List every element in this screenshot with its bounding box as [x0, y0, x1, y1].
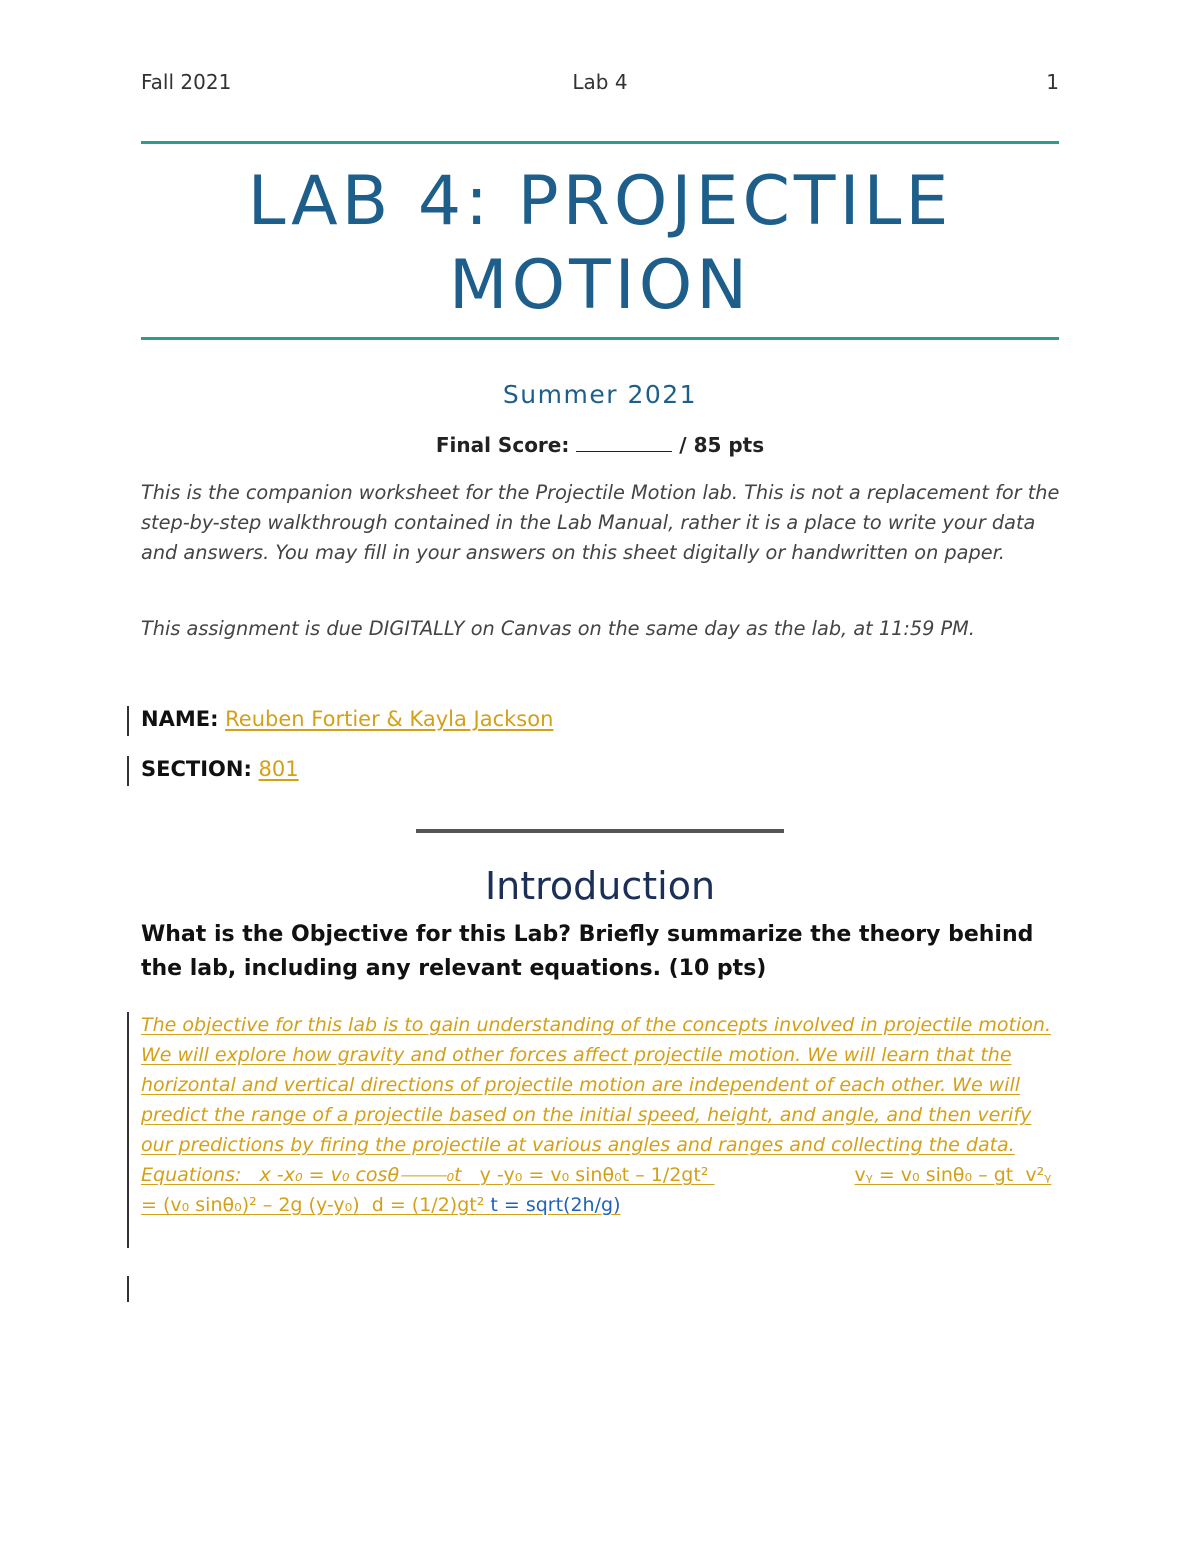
objective-answer[interactable] — [141, 1010, 1056, 1220]
page-title — [141, 160, 1059, 328]
section-divider — [416, 829, 784, 833]
equation-velocity-squared: v²ᵧ = (v₀ sinθ₀)² – 2g (y-y₀) — [141, 1164, 1052, 1216]
final-score-label: Final Score: — [435, 433, 570, 457]
title-line-1: LAB 4: PROJECTILE — [247, 162, 953, 241]
equation-vertical-position: y -y₀ = v₀ sinθ₀t – 1/2gt² — [479, 1164, 709, 1186]
equation-drop-distance: d = (1/2)gt² — [371, 1194, 485, 1216]
final-score — [0, 433, 1200, 457]
change-bar — [127, 756, 129, 786]
name-field — [141, 707, 553, 731]
title-line-2: MOTION — [448, 246, 752, 325]
header-center: Lab 4 — [572, 70, 628, 94]
description-paragraph-1: This is the companion worksheet for the Projectile Motion lab. This is not a replacement for the step-by-step walkthrough contained in the Lab Manual, rather it is a place to write your data and answers. You may fill in your answers on this sheet digitally or handwritten on paper. — [141, 481, 1060, 564]
description-paragraph-2: This assignment is due DIGITALLY on Canvas on the same day as the lab, at 11:59 PM. — [141, 617, 975, 640]
term-subtitle: Summer 2021 — [502, 380, 698, 409]
section-value[interactable]: 801 — [258, 757, 299, 781]
section-field — [141, 757, 299, 781]
equation-vertical-velocity: vᵧ = v₀ sinθ₀ – gt — [854, 1164, 1014, 1186]
name-label: NAME: — [141, 707, 219, 731]
name-value[interactable]: Reuben Fortier & Kayla Jackson — [225, 707, 554, 731]
change-bar — [127, 706, 129, 736]
final-score-suffix: / 85 pts — [679, 433, 765, 457]
objective-question: What is the Objective for this Lab? Briefly summarize the theory behind the lab, including any relevant equations. (10 pts) — [141, 922, 1034, 981]
page-number: 1 — [1046, 70, 1059, 94]
introduction-heading: Introduction — [484, 864, 716, 908]
final-score-blank[interactable] — [576, 433, 672, 452]
equation-fall-time: t = sqrt(2h/g) — [490, 1194, 621, 1216]
section-label: SECTION: — [141, 757, 252, 781]
title-bottom-rule — [141, 337, 1059, 340]
header-left: Fall 2021 — [141, 70, 232, 94]
title-top-rule — [141, 141, 1059, 144]
change-bar — [127, 1012, 129, 1248]
equation-horizontal-position: x -x₀ = v₀ cosθ⸻₀t — [259, 1164, 462, 1186]
text-cursor — [127, 1276, 129, 1302]
answer-text: The objective for this lab is to gain understanding of the concepts involved in projectile motion. We will explore how gravity and other forces affect projectile motion. We will learn that the horizontal and vertical directions of projectile motion are independent of each other. We will predict the range of a projectile based on the initial speed, height, and angle, and then verify our predictions by firing the projectile at various angles and ranges and collecting the data. Equations: — [141, 1014, 1051, 1186]
